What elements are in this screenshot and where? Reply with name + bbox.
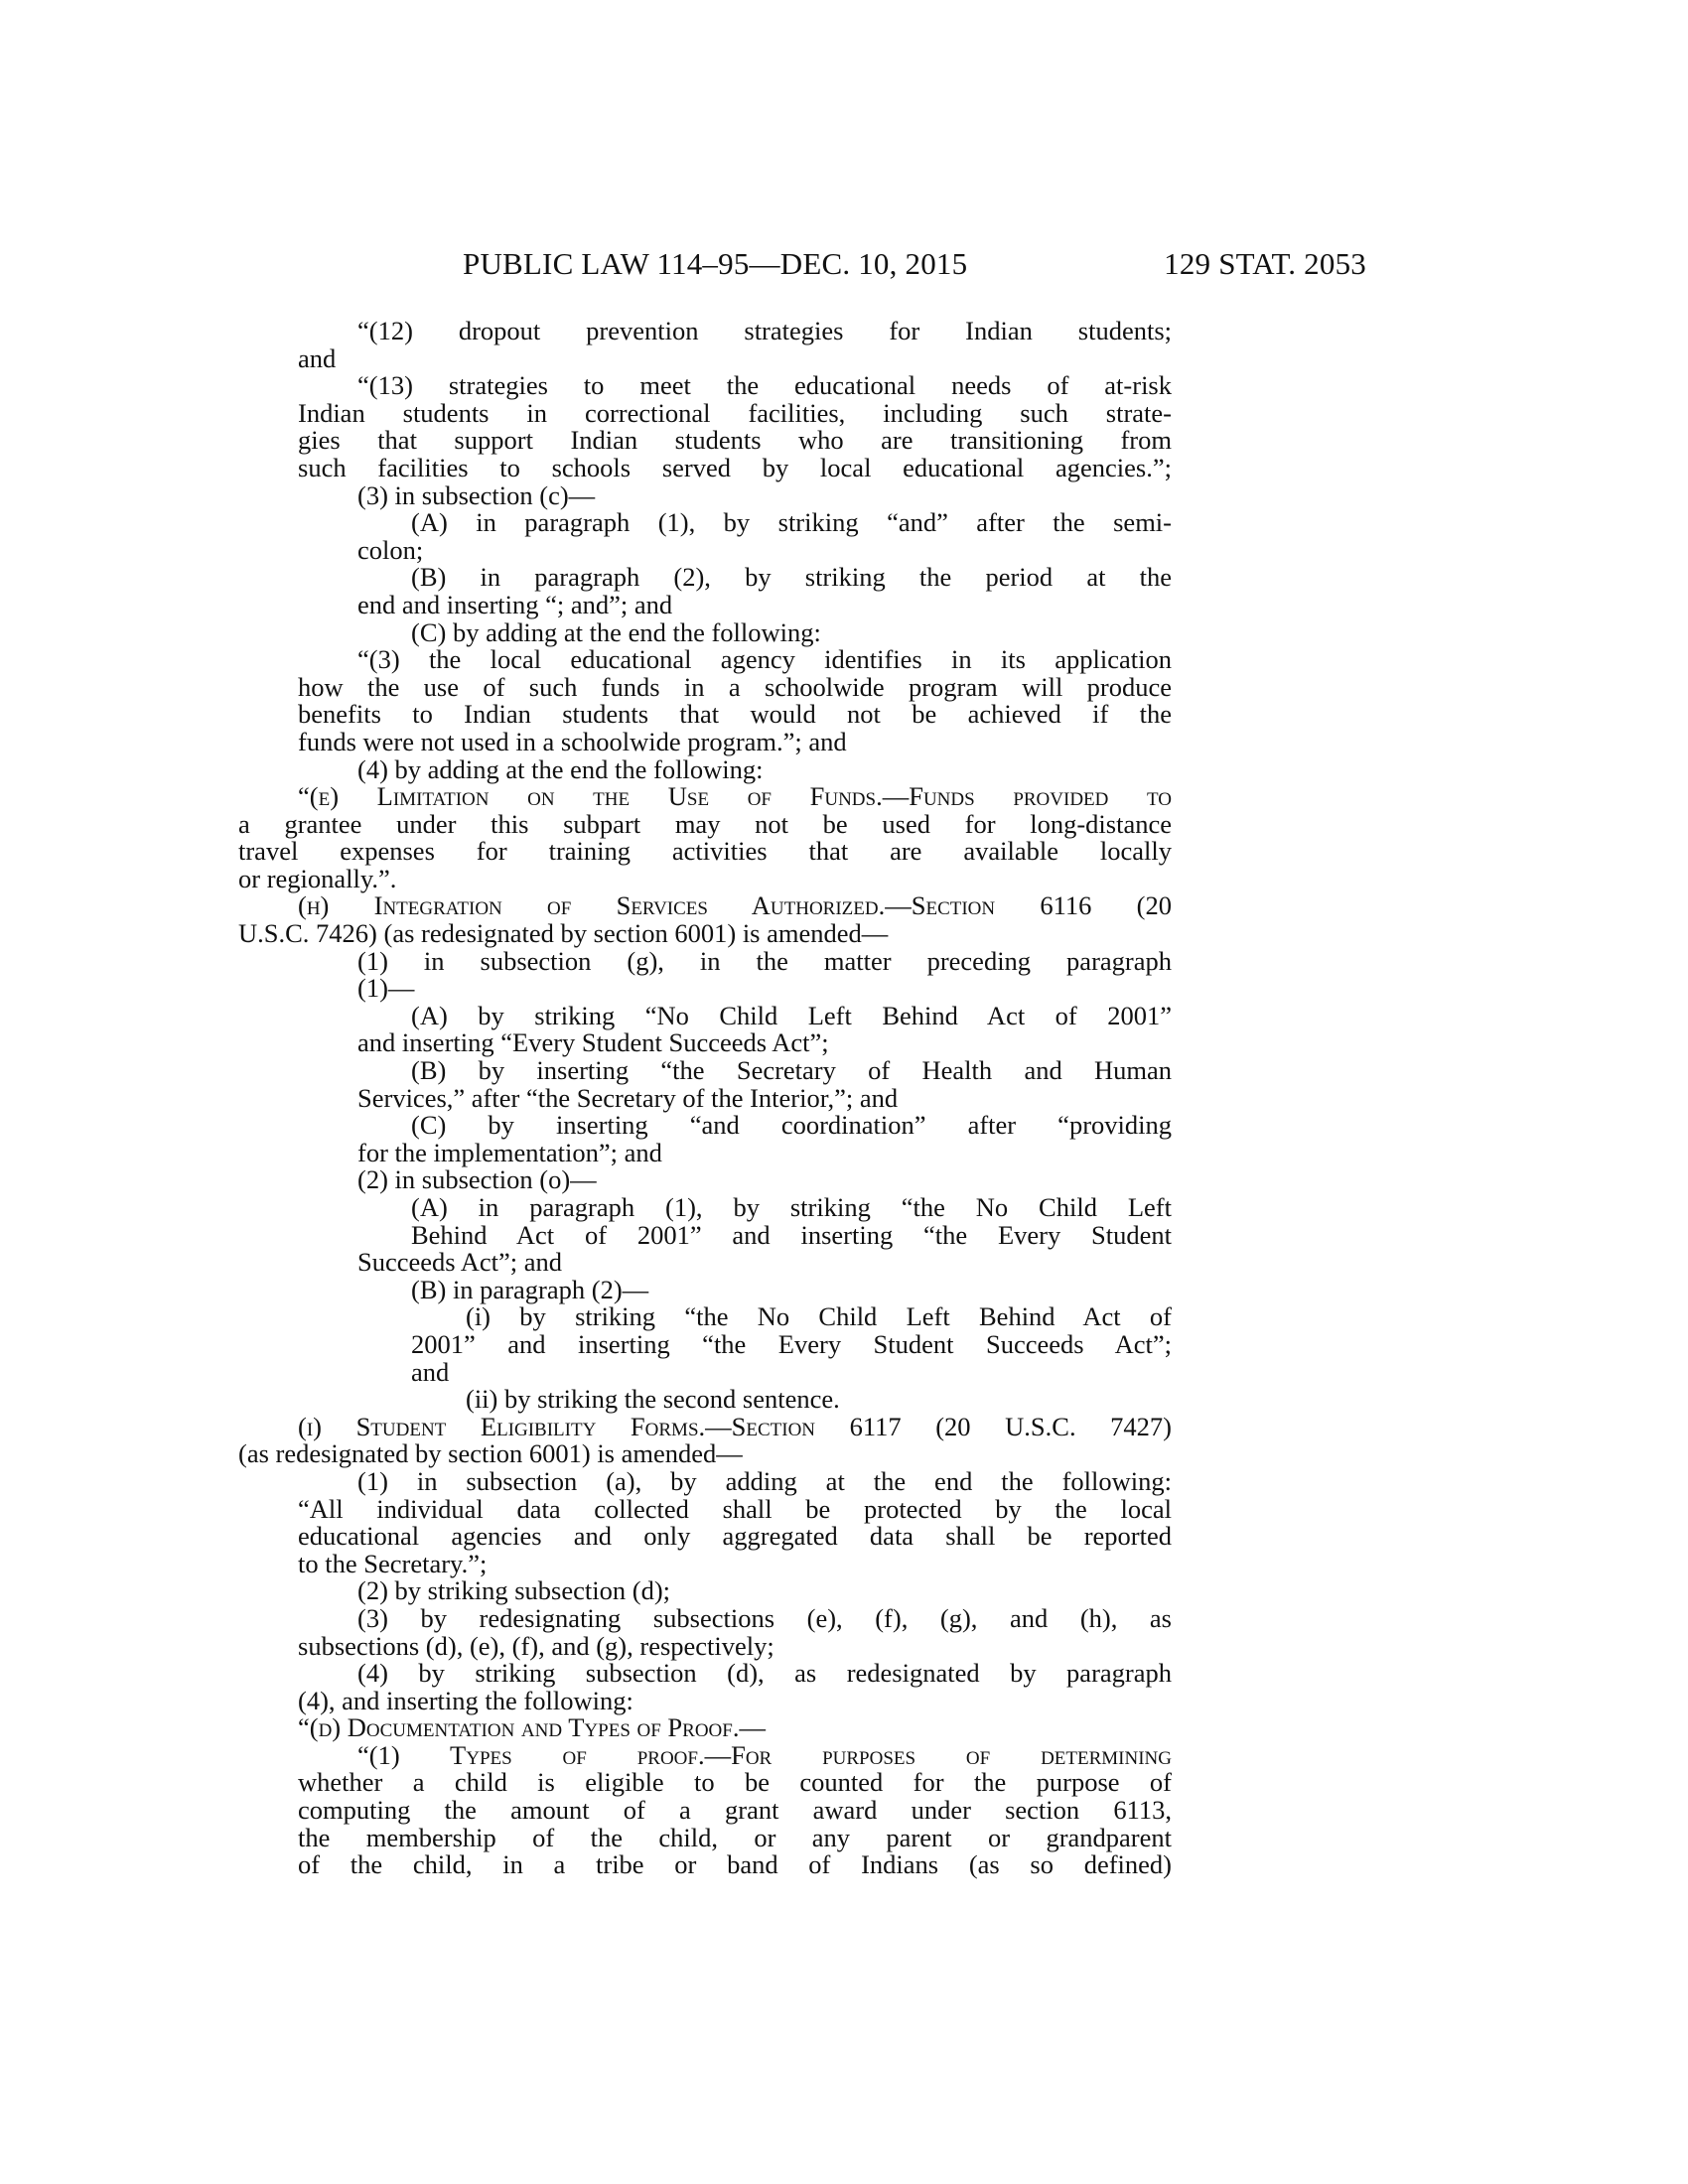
text-line: “All individual data collected shall be protected by the local [298,1493,1172,1524]
text-line: (3) by redesignating subsections (e), (f), (g), and (h), as [357,1602,1172,1633]
text-line: “(1) Types of proof.—For purposes of determining [357,1739,1172,1770]
text-line: (1)— [357,973,415,1004]
text-line: (C) by inserting “and coordination” after “providing [411,1110,1172,1141]
text-line: (B) in paragraph (2)— [411,1274,649,1304]
text-line: Behind Act of 2001” and inserting “the Every Student [411,1219,1172,1250]
statute-text [238,316,1172,1880]
text-line: 2001” and inserting “the Every Student Succeeds Act”; [411,1328,1172,1359]
text-line: (ii) by striking the second sentence. [466,1384,840,1415]
text-line: “(3) the local educational agency identifies in its application [357,644,1172,675]
text-line: and inserting “Every Student Succeeds Act”; [357,1027,829,1058]
text-line: (1) in subsection (g), in the matter preceding paragraph [357,945,1172,976]
text-line: how the use of such funds in a schoolwide program will produce [298,671,1172,702]
text-line: a grantee under this subpart may not be used for long-distance [238,808,1172,839]
text-line: Services,” after “the Secretary of the Interior,”; and [357,1082,899,1113]
text-line: (B) in paragraph (2), by striking the period at the [411,562,1172,593]
text-line: “(13) strategies to meet the educational needs of at-risk [357,370,1172,401]
text-line: whether a child is eligible to be counted for the purpose of [298,1767,1172,1798]
text-line: (h) Integration of Services Authorized.—Section 6116 (20 [298,890,1172,921]
text-line: (A) by striking “No Child Left Behind Act of 2001” [411,1000,1172,1030]
text-line: such facilities to schools served by local educational agencies.”; [298,452,1172,482]
text-line: of the child, in a tribe or band of Indians (as so defined) [298,1849,1172,1880]
running-header [463,246,1366,286]
header-stat-page: 129 STAT. 2053 [1164,246,1366,281]
text-line: (3) in subsection (c)— [357,479,596,510]
text-line: gies that support Indian students who are transitioning from [298,425,1172,456]
text-line: (i) by striking “the No Child Left Behind Act of [466,1301,1172,1332]
text-line: and [411,1356,450,1387]
text-line: or regionally.”. [238,863,397,893]
text-line: “(12) dropout prevention strategies for Indian students; [357,316,1172,345]
text-line: (C) by adding at the end the following: [411,616,821,647]
text-line: (B) by inserting “the Secretary of Health and Human [411,1055,1172,1086]
text-line: (A) in paragraph (1), by striking “the No Child Left [411,1192,1172,1222]
text-line: (4), and inserting the following: [298,1685,633,1715]
text-line: funds were not used in a schoolwide program.”; and [298,726,847,756]
text-line: Indian students in correctional facilities, including such strate- [298,397,1172,428]
text-line: (1) in subsection (a), by adding at the end the following: [357,1465,1172,1496]
text-line: (2) in subsection (o)— [357,1164,597,1195]
text-line: U.S.C. 7426) (as redesignated by section 6001) is amended— [238,918,889,949]
text-line: colon; [357,534,424,565]
text-line: (4) by adding at the end the following: [357,753,764,784]
text-line: Succeeds Act”; and [357,1247,563,1278]
text-line: (i) Student Eligibility Forms.—Section 6117 (20 U.S.C. 7427) [298,1411,1172,1441]
text-line: educational agencies and only aggregated data shall be reported [298,1521,1172,1552]
text-line: to the Secretary.”; [298,1548,488,1578]
text-line: (2) by striking subsection (d); [357,1575,671,1606]
text-line: travel expenses for training activities that are available locally [238,836,1172,867]
text-line: “(e) Limitation on the Use of Funds.—Funds provided to [298,781,1172,812]
text-line: for the implementation”; and [357,1137,662,1167]
text-line: “(d) Documentation and Types of Proof.— [298,1712,766,1743]
text-line: subsections (d), (e), (f), and (g), respectively; [298,1630,774,1661]
text-line: the membership of the child, or any parent or grandparent [298,1822,1172,1852]
text-line: benefits to Indian students that would not be achieved if the [298,699,1172,730]
text-line: (as redesignated by section 6001) is amended— [238,1438,743,1469]
text-line: (4) by striking subsection (d), as redesignated by paragraph [357,1658,1172,1689]
header-public-law: PUBLIC LAW 114–95—DEC. 10, 2015 [463,246,968,281]
text-line: end and inserting “; and”; and [357,589,673,619]
text-line: (A) in paragraph (1), by striking “and” after the semi- [411,507,1172,538]
text-line: computing the amount of a grant award under section 6113, [298,1795,1172,1826]
text-line: and [298,342,337,373]
